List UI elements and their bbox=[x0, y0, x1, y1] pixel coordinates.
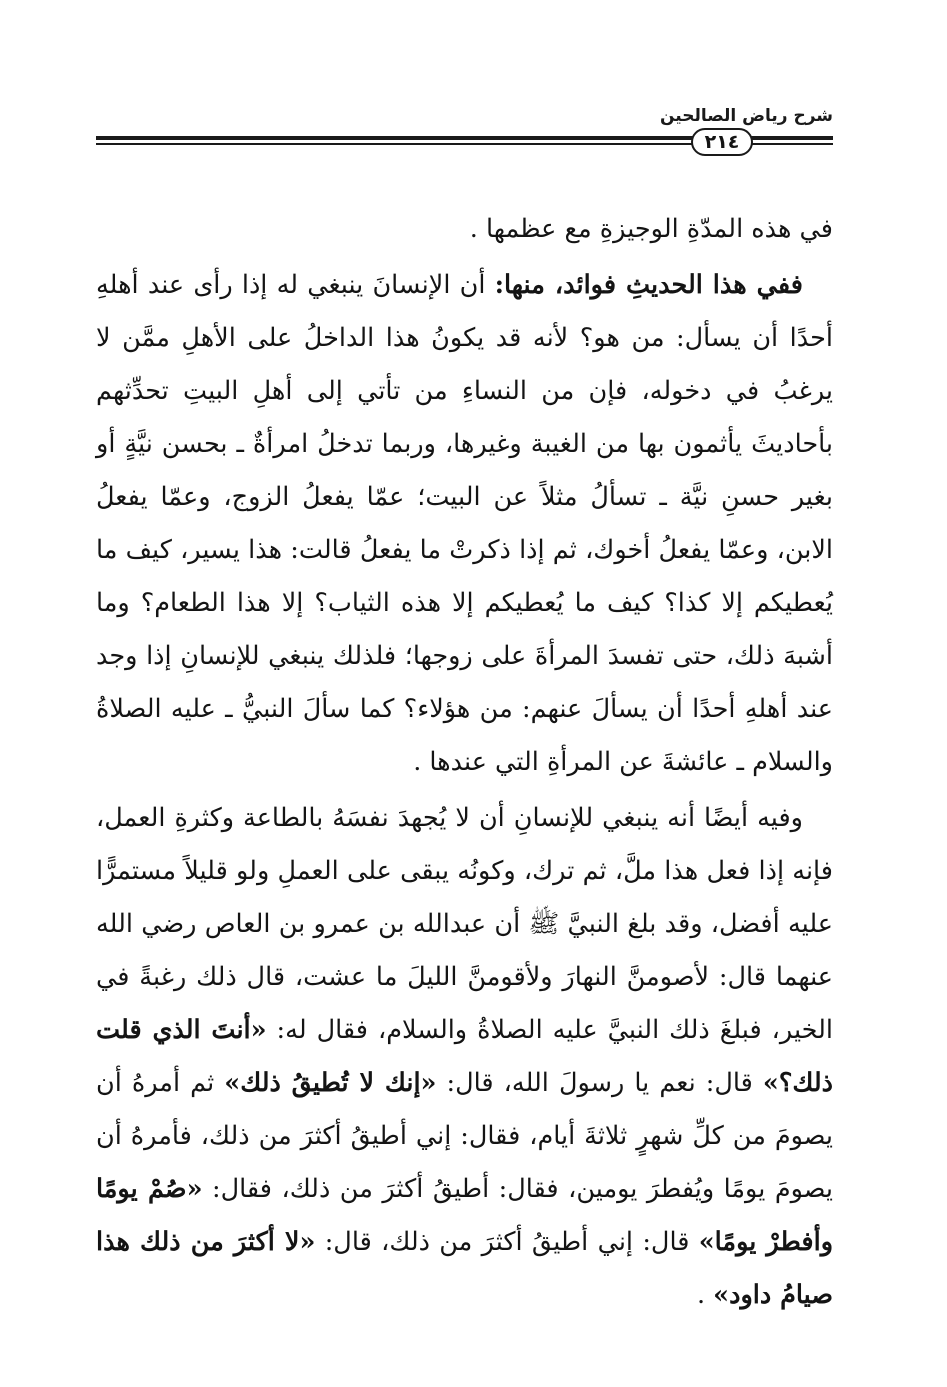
paragraph-3 bbox=[96, 792, 833, 1322]
hadith-quote-2: «إنك لا تُطيقُ ذلك» bbox=[224, 1068, 437, 1098]
paragraph-2-lead: ففي هذا الحديثِ فوائد، منها: bbox=[494, 270, 804, 300]
running-head-title: شرح رياض الصالحين bbox=[659, 106, 833, 126]
paragraph-3-text-5: . bbox=[696, 1280, 714, 1310]
page-body bbox=[96, 203, 833, 1322]
paragraph-3-text-4: قال: إني أطيقُ أكثرَ من ذلك، قال: bbox=[315, 1227, 699, 1257]
hadith-quote-4: «لا أكثرَ من ذلك هذا صيامُ داود» bbox=[96, 1227, 833, 1310]
page-number: ٢١٤ bbox=[704, 130, 740, 153]
paragraph-3-text-3: ثم أمرهُ أن يصومَ من كلِّ شهرٍ ثلاثةَ أيام، فقال: إني أطيقُ أكثرَ من ذلك، فأمرهُ أن يصومَ يومًا ويُفطرَ يومين، فقال: أطيقُ أكثرَ من ذلك، فقال: bbox=[96, 1068, 833, 1204]
paragraph-3-text-2: قال: نعم يا رسولَ الله، قال: bbox=[436, 1068, 763, 1098]
paragraph-3-text-1: وفيه أيضًا أنه ينبغي للإنسانِ أن لا يُجهدَ نفسَهُ بالطاعة وكثرةِ العمل، فإنه إذا فعل هذا ملَّ، ثم ترك، وكونُه يبقى على العملِ ولو قليلاً مستمرًّا عليه أفضل، وقد بلغ النبيَّ ﷺ أن عبدالله بن عمرو بن العاص رضي الله عنهما قال: لأصومنَّ النهارَ ولأقومنَّ الليلَ ما عشت، قال ذلك رغبةً في الخير، فبلغَ ذلك النبيَّ عليه الصلاةُ والسلام، فقال له: bbox=[96, 803, 833, 1045]
page-header bbox=[96, 100, 833, 160]
paragraph-2 bbox=[96, 259, 833, 789]
paragraph-2-text: أن الإنسانَ ينبغي له إذا رأى عند أهلهِ أحدًا أن يسأل: من هو؟ لأنه قد يكونُ هذا الداخلُ على الأهلِ ممَّن لا يرغبُ في دخوله، فإن من النساءِ من تأتي إلى أهلِ البيتِ تحدِّثهم بأحاديثَ يأثمون بها من الغيبة وغيرها، وربما تدخلُ امرأةٌ ـ بحسن نيَّةٍ أو بغير حسنِ نيَّة ـ تسألُ مثلاً عن البيت؛ عمّا يفعلُ الزوج، وعمّا يفعلُ الابن، وعمّا يفعلُ أخوك، ثم إذا ذكرتْ ما يفعلُ قالت: هذا يسير، كيف ما يُعطيكم إلا كذا؟ كيف ما يُعطيكم إلا هذه الثياب؟ إلا هذا الطعام؟ وما أشبهَ ذلك، حتى تفسدَ المرأةَ على زوجها؛ فلذلك ينبغي للإنسانِ إذا وجد عند أهلهِ أحدًا أن يسألَ عنهم: من هؤلاء؟ كما سألَ النبيُّ ـ عليه الصلاةُ والسلام ـ عائشةَ عن المرأةِ التي عندها . bbox=[96, 270, 833, 777]
page-number-frame bbox=[691, 128, 753, 156]
hadith-quote-1: «أنتَ الذي قلت ذلك؟» bbox=[96, 1015, 833, 1098]
paragraph-1: في هذه المدّةِ الوجيزةِ مع عظمها . bbox=[469, 214, 833, 244]
hadith-quote-3: «صُمْ يومًا وأفطرْ يومًا» bbox=[96, 1174, 834, 1257]
